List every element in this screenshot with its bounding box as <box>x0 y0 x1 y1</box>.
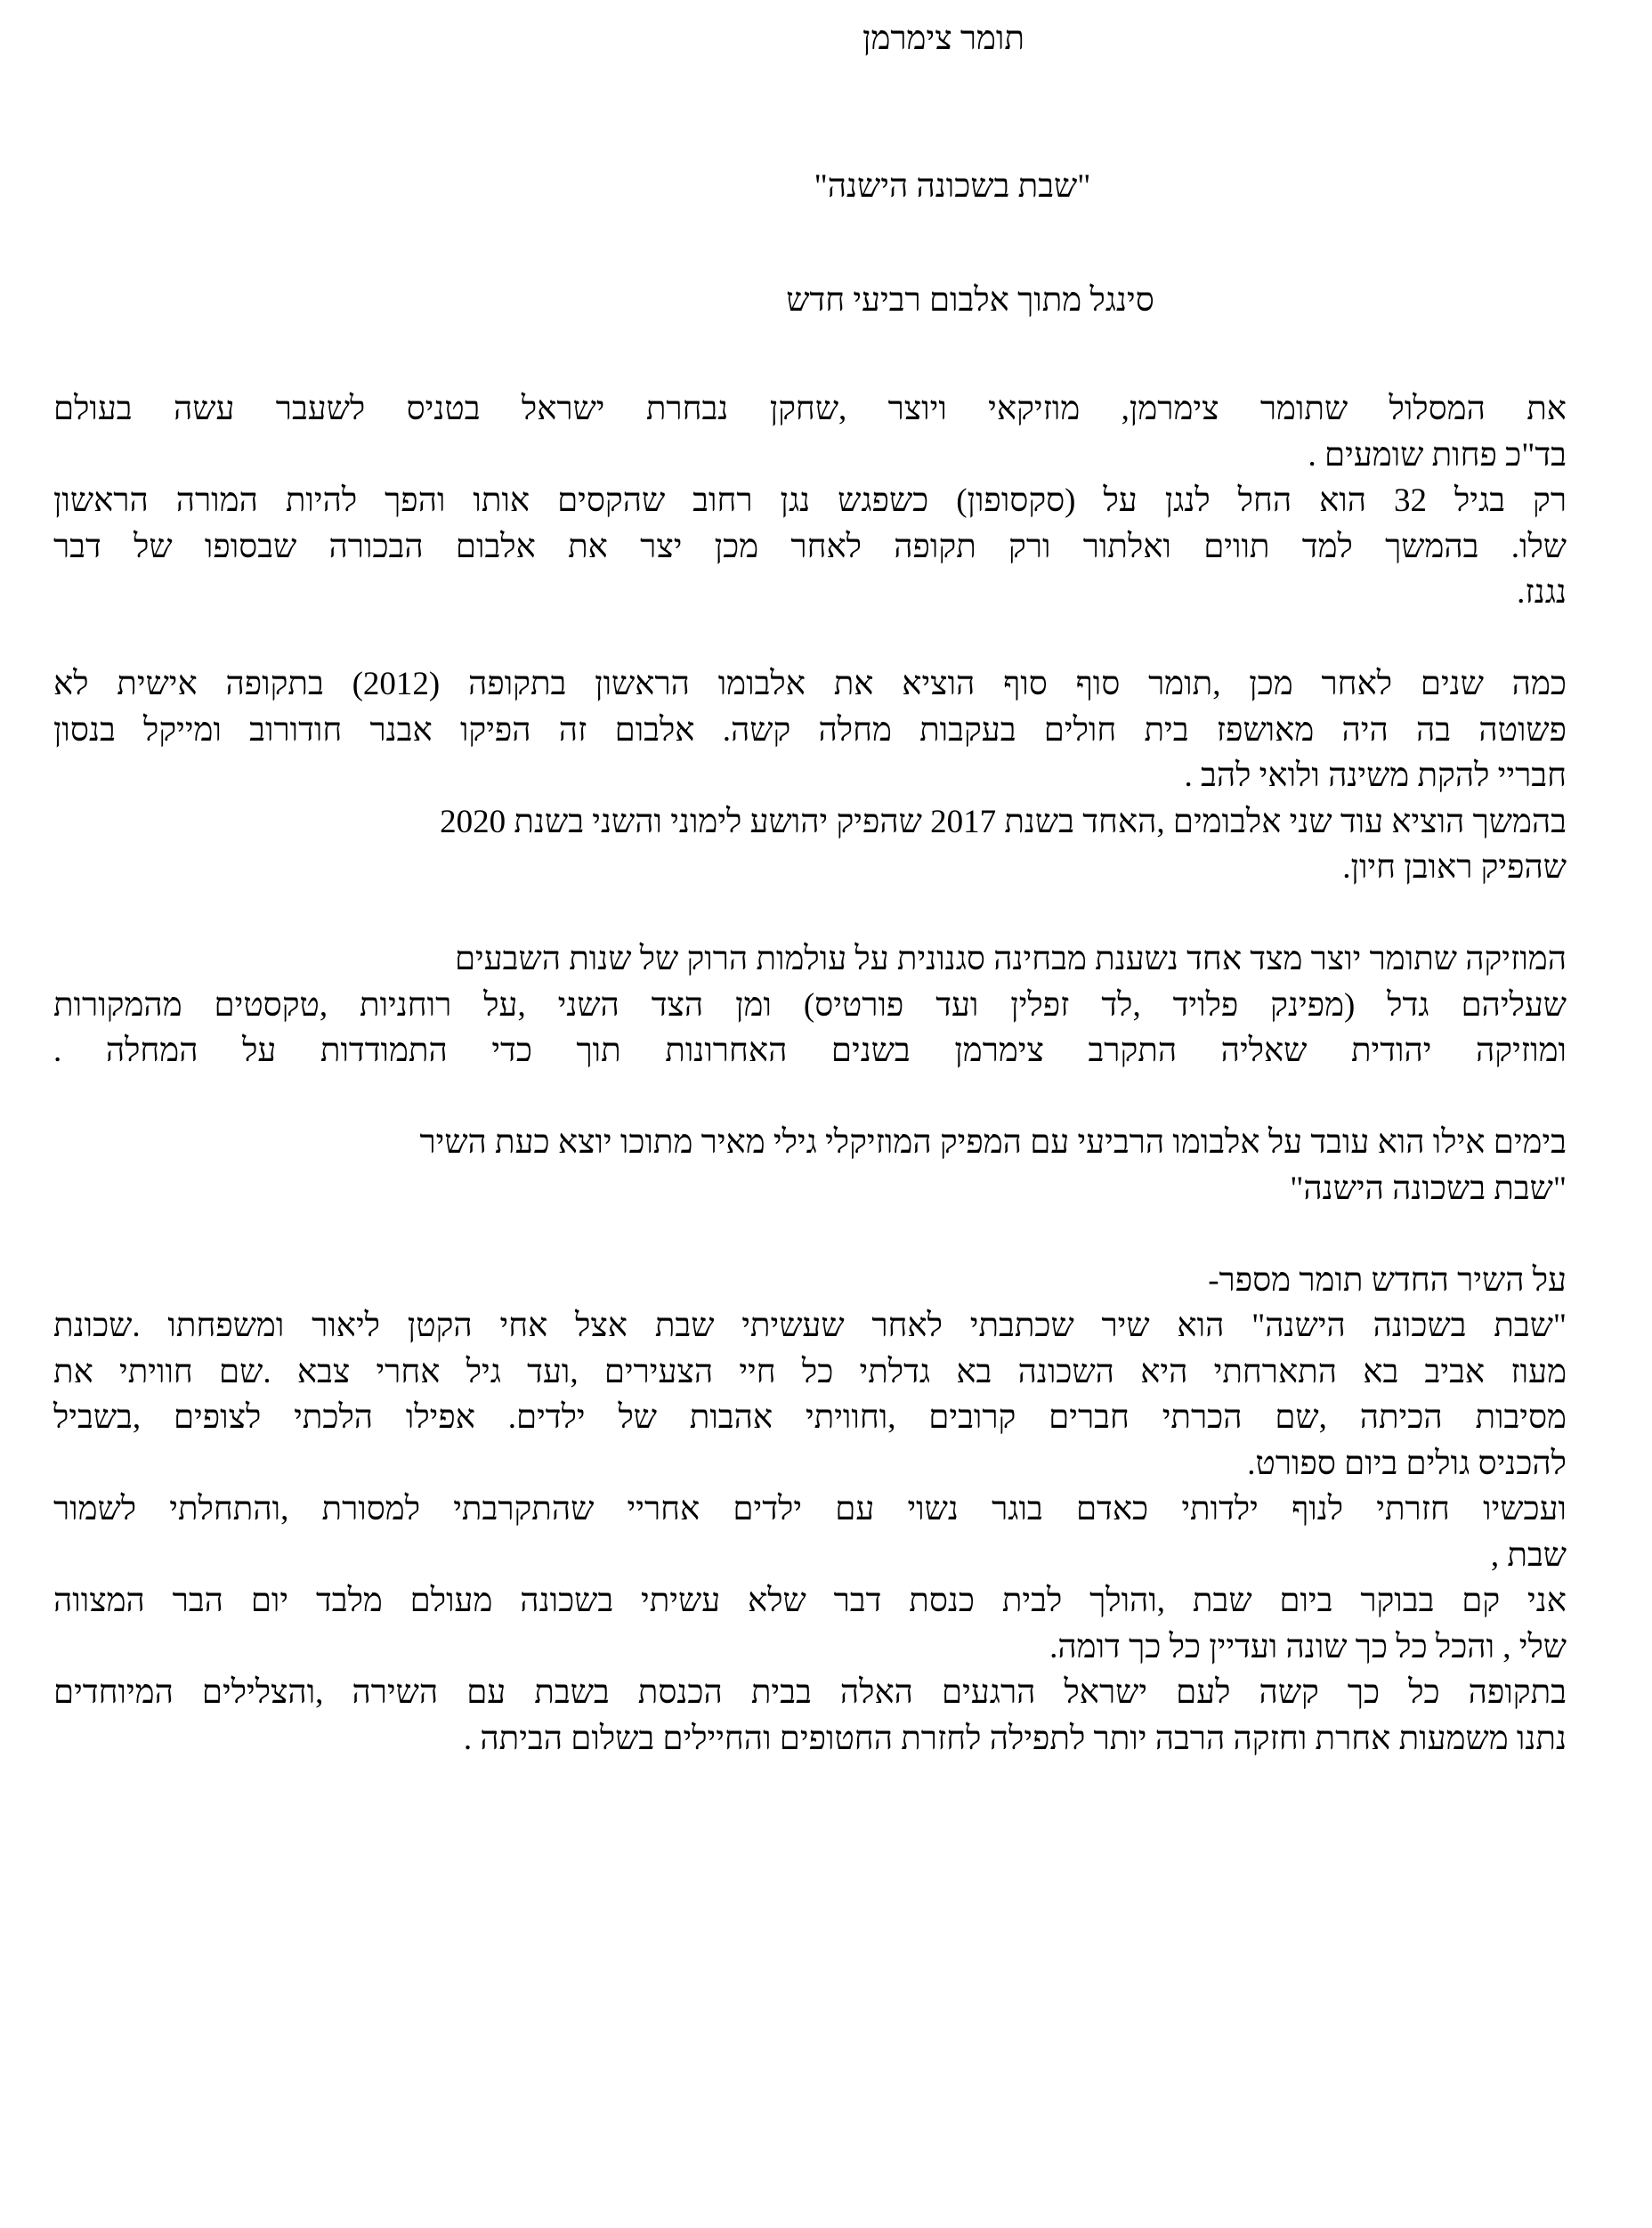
text-line: כמה שנים לאחר מכן ,תומר סוף סוף הוציא את אלבומו הראשון בתקופה (2012) בתקופה אישית לא <box>53 666 1567 702</box>
paragraph-gap <box>53 1211 1567 1258</box>
text-line: ומוזיקה יהודית שאליה התקרב צימרמן בשנים האחרונות תוך כדי התמודדות על המחלה . <box>53 1033 1567 1069</box>
article-body <box>53 386 1567 1762</box>
text-line: נתנו משמעות אחרת וחזקה הרבה יותר לתפילה לחזרת החטופים והחיילים בשלום הביתה . <box>463 1720 1567 1757</box>
text-line: בימים אילו הוא עובד על אלבומו הרביעי עם המפיק המוזיקלי גילי מאיר מתוכו יוצא כעת השיר <box>419 1124 1567 1161</box>
text-line: רק בגיל 32 הוא החל לנגן על (סקסופון) כשפגש נגן רחוב שהקסים אותו והפך להיות המורה הראשון <box>53 482 1567 519</box>
text-line: מסיבות הכיתה ,שם הכרתי חברים קרובים ,וחוויתי אהבות של ילדים. אפילו הלכתי לצופים ,בשביל <box>53 1399 1567 1436</box>
text-line: אני קם בבוקר ביום שבת ,והולך לבית כנסת דבר שלא עשיתי בשכונה מעולם מלבד יום הבר המצווה <box>53 1583 1567 1619</box>
text-line: שעליהם גדל (מפינק פלויד ,לד זפלין ועד פורטיס) ומן הצד השני ,על רוחניות ,טקסטים מהמקורות <box>53 986 1567 1024</box>
paragraph-gap <box>53 616 1567 662</box>
text-line: ועכשיו חזרתי לנוף ילדותי כאדם בוגר נשוי עם ילדים אחריי שהתקרבתי למסורת ,והתחלתי לשמור <box>53 1491 1567 1527</box>
text-line: בתקופה כל כך קשה לעם ישראל הרגעים האלה בבית הכנסת בשבת עם השירה ,והצלילים המיוחדים <box>53 1674 1567 1711</box>
text-line: שלו. בהמשך למד תווים ואלתור ורק תקופה לאחר מכן יצר את אלבום הבכורה שבסופו של דבר <box>53 528 1567 565</box>
subtitle: סינגל מתוך אלבום רביעי חדש <box>786 282 1154 319</box>
paragraph-gap <box>53 1074 1567 1121</box>
text-line: חבריי להקת משינה ולואי להב . <box>1184 758 1567 794</box>
text-line: שלי , והכל כל כך שונה ועדיין כל כך דומה. <box>1049 1628 1567 1665</box>
text-line: נגנז. <box>1517 574 1567 611</box>
text-line: בד"כ פחות שומעים . <box>1308 436 1567 474</box>
text-line: "שבת בשכונה הישנה" <box>1290 1170 1567 1207</box>
text-line: בהמשך הוציא עוד שני אלבומים ,האחד בשנת 2017 שהפיק יהושע לימוני והשני בשנת 2020 <box>440 803 1567 840</box>
text-line: את המסלול שתומר צימרמן, מוזיקאי ויוצר ,שחקן נבחרת ישראל בטניס לשעבר עשה בעולם <box>53 391 1567 427</box>
text-line: להכניס גולים ביום ספורט. <box>1247 1445 1567 1482</box>
text-line: המוזיקה שתומר יוצר מצד אחד נשענת מבחינה סגנונית על עולמות הרוק של שנות השבעים <box>454 941 1567 977</box>
song-title: "שבת בשכונה הישנה" <box>814 168 1091 205</box>
text-line: שבת , <box>1490 1536 1567 1574</box>
text-line: פשוטה בה היה מאושפז בית חולים בעקבות מחלה קשה. אלבום זה הפיקו אבנר חודורוב ומייקל בנסון <box>53 711 1567 749</box>
text-line: "שבת בשכונה הישנה" הוא שיר שכתבתי לאחר שעשיתי שבת אצל אחי הקטן ליאור ומשפחתו .שכונת <box>53 1308 1567 1344</box>
text-line: מעוז אביב בא התארחתי היא השכונה בא גדלתי כל חיי הצעירים ,ועד גיל אחרי צבא .שם חוויתי את <box>53 1353 1567 1390</box>
paragraph-gap <box>53 891 1567 937</box>
author-name: תומר צימרמן <box>862 20 1024 57</box>
text-line: על השיר החדש תומר מספר- <box>1208 1261 1567 1299</box>
text-line: שהפיק ראובן חיון. <box>1342 849 1567 886</box>
